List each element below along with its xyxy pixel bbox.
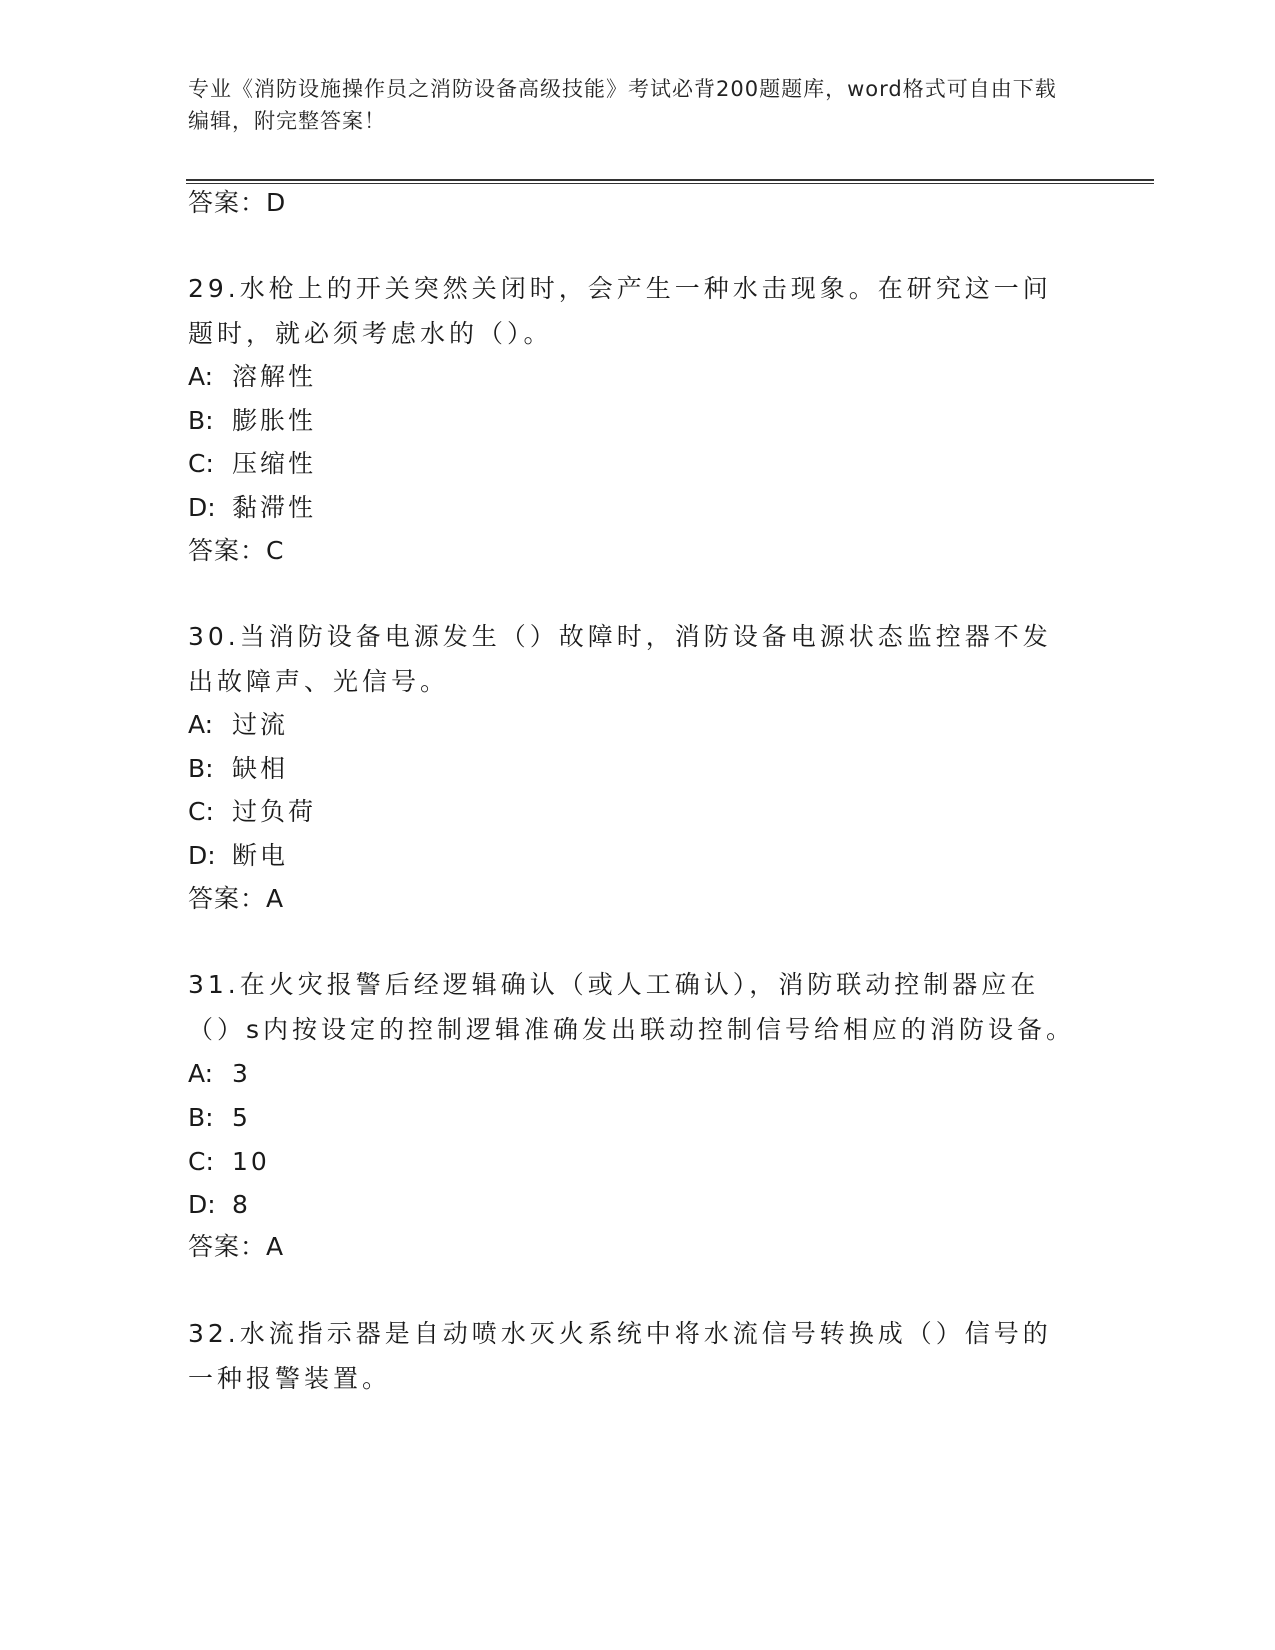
answer-prev: 答案：D [188, 188, 287, 217]
question-30-option-a [188, 708, 288, 742]
question-32-stem: 32.水流指示器是自动喷水灭火系统中将水流信号转换成（）信号的一种报警装置。 [188, 1319, 1052, 1393]
option-text: 5 [232, 1103, 251, 1132]
question-29-option-a [188, 360, 316, 394]
option-letter: D: [188, 841, 216, 870]
option-letter: B: [188, 406, 214, 435]
question-29-answer: 答案：C [188, 536, 285, 565]
question-30-option-d [188, 839, 288, 873]
question-29-option-c [188, 447, 316, 481]
option-text: 8 [232, 1190, 251, 1219]
question-31-option-a [188, 1057, 251, 1091]
option-letter: A: [188, 1059, 214, 1088]
question-30-option-c [188, 795, 316, 829]
option-text: 缺相 [232, 754, 289, 783]
option-letter: A: [188, 362, 214, 391]
question-29-stem: 29.水枪上的开关突然关闭时，会产生一种水击现象。在研究这一问题时，就必须考虑水的（）。 [188, 274, 1052, 348]
option-letter: C: [188, 449, 214, 478]
option-text: 黏滞性 [232, 493, 317, 522]
question-30-answer: 答案：A [188, 884, 285, 913]
question-30-stem: 30.当消防设备电源发生（）故障时，消防设备电源状态监控器不发出故障声、光信号。 [188, 622, 1052, 696]
question-29-option-d [188, 491, 316, 525]
option-text: 溶解性 [232, 362, 317, 391]
option-text: 3 [232, 1059, 251, 1088]
header-rule-thin [186, 183, 1154, 184]
question-31-option-d [188, 1188, 251, 1222]
option-letter: D: [188, 493, 216, 522]
option-text: 压缩性 [232, 449, 317, 478]
question-31-option-b [188, 1101, 251, 1135]
header-rule-thick [186, 179, 1154, 181]
option-letter: B: [188, 754, 214, 783]
option-text: 10 [232, 1147, 270, 1176]
option-text: 过流 [232, 710, 289, 739]
option-letter: A: [188, 710, 214, 739]
question-30-option-b [188, 752, 288, 786]
question-31-answer: 答案：A [188, 1232, 285, 1261]
page-header: 专业《消防设施操作员之消防设备高级技能》考试必背200题题库，word格式可自由下载编辑，附完整答案！ [188, 77, 1057, 133]
option-letter: B: [188, 1103, 214, 1132]
option-letter: D: [188, 1190, 216, 1219]
question-31-option-c [188, 1145, 270, 1179]
option-letter: C: [188, 797, 214, 826]
option-text: 膨胀性 [232, 406, 317, 435]
option-text: 过负荷 [232, 797, 317, 826]
question-29-option-b [188, 404, 316, 438]
option-letter: C: [188, 1147, 214, 1176]
option-text: 断电 [232, 841, 289, 870]
question-31-stem: 31.在火灾报警后经逻辑确认（或人工确认），消防联动控制器应在（）s内按设定的控制逻辑准确发出联动控制信号给相应的消防设备。 [188, 970, 1076, 1044]
